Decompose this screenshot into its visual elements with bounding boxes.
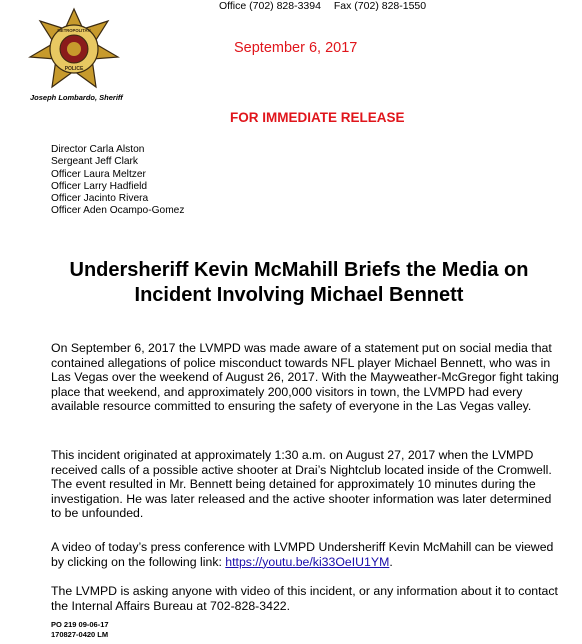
paragraph-2: This incident originated at approximately 1:30 a.m. on August 27, 2017 when the LVMPD received calls of a possible active shooter at Drai’s Nightclub located inside of the Cromwell. The event resulted in Mr. Bennett being detained for approximately 10 minutes during the investigation. He was later released and the active shooter information was later determined to be unfounded. [51,448,552,521]
badge-top-text: METROPOLITAN [57,28,91,33]
badge-center [67,42,81,56]
paragraph-3-text: A video of today’s press conference with LVMPD Undersheriff Kevin McMahill can be viewed by clicking on the following link: [51,540,554,569]
paragraph-3 [51,540,563,569]
police-badge-logo [28,7,120,91]
fax-number: Fax (702) 828-1550 [333,0,427,12]
footer-line-1: PO 219 09-06-17 [51,620,109,629]
office-phone: Office (702) 828-3394 [219,0,321,12]
release-label: FOR IMMEDIATE RELEASE [230,110,405,125]
staff-list [51,144,184,218]
staff-item: Officer Jacinto Rivera [51,193,149,205]
staff-item: Officer Laura Meltzer [51,168,146,180]
footer-line-2: 170827-0420 LM [51,629,109,639]
headline [30,258,568,308]
headline-line-2: Incident Involving Michael Bennett [134,284,464,306]
staff-item: Director Carla Alston [51,144,145,155]
release-date: September 6, 2017 [234,40,358,56]
paragraph-3-end: . [389,554,393,569]
staff-item: Officer Aden Ocampo-Gomez [51,205,185,217]
headline-line-1: Undersheriff Kevin McMahill Briefs the Media on [69,259,529,281]
contact-info [219,0,436,12]
youtube-video-link[interactable]: https://youtu.be/ki33OeIU1YM [225,554,390,569]
sheriff-name: Joseph Lombardo, Sheriff [30,93,123,102]
staff-item: Officer Larry Hadfield [51,180,148,192]
badge-bottom-text: POLICE [64,66,84,72]
staff-item: Sergeant Jeff Clark [51,156,139,168]
footer-reference [51,620,109,639]
paragraph-1: On September 6, 2017 the LVMPD was made aware of a statement put on social media that contained allegations of police misconduct towards NFL player Michael Bennett, who was in Las Vegas over the weekend of August 26, 2017. With the Mayweather-McGregor fight taking place that weekend, and approximately 200,000 visitors in town, the LVMPD had every available resource committed to ensuring the safety of everyone in the Las Vegas valley. [51,341,559,414]
paragraph-4: The LVMPD is asking anyone with video of this incident, or any information about it to contact the Internal Affairs Bureau at 702-828-3422. [51,584,558,613]
